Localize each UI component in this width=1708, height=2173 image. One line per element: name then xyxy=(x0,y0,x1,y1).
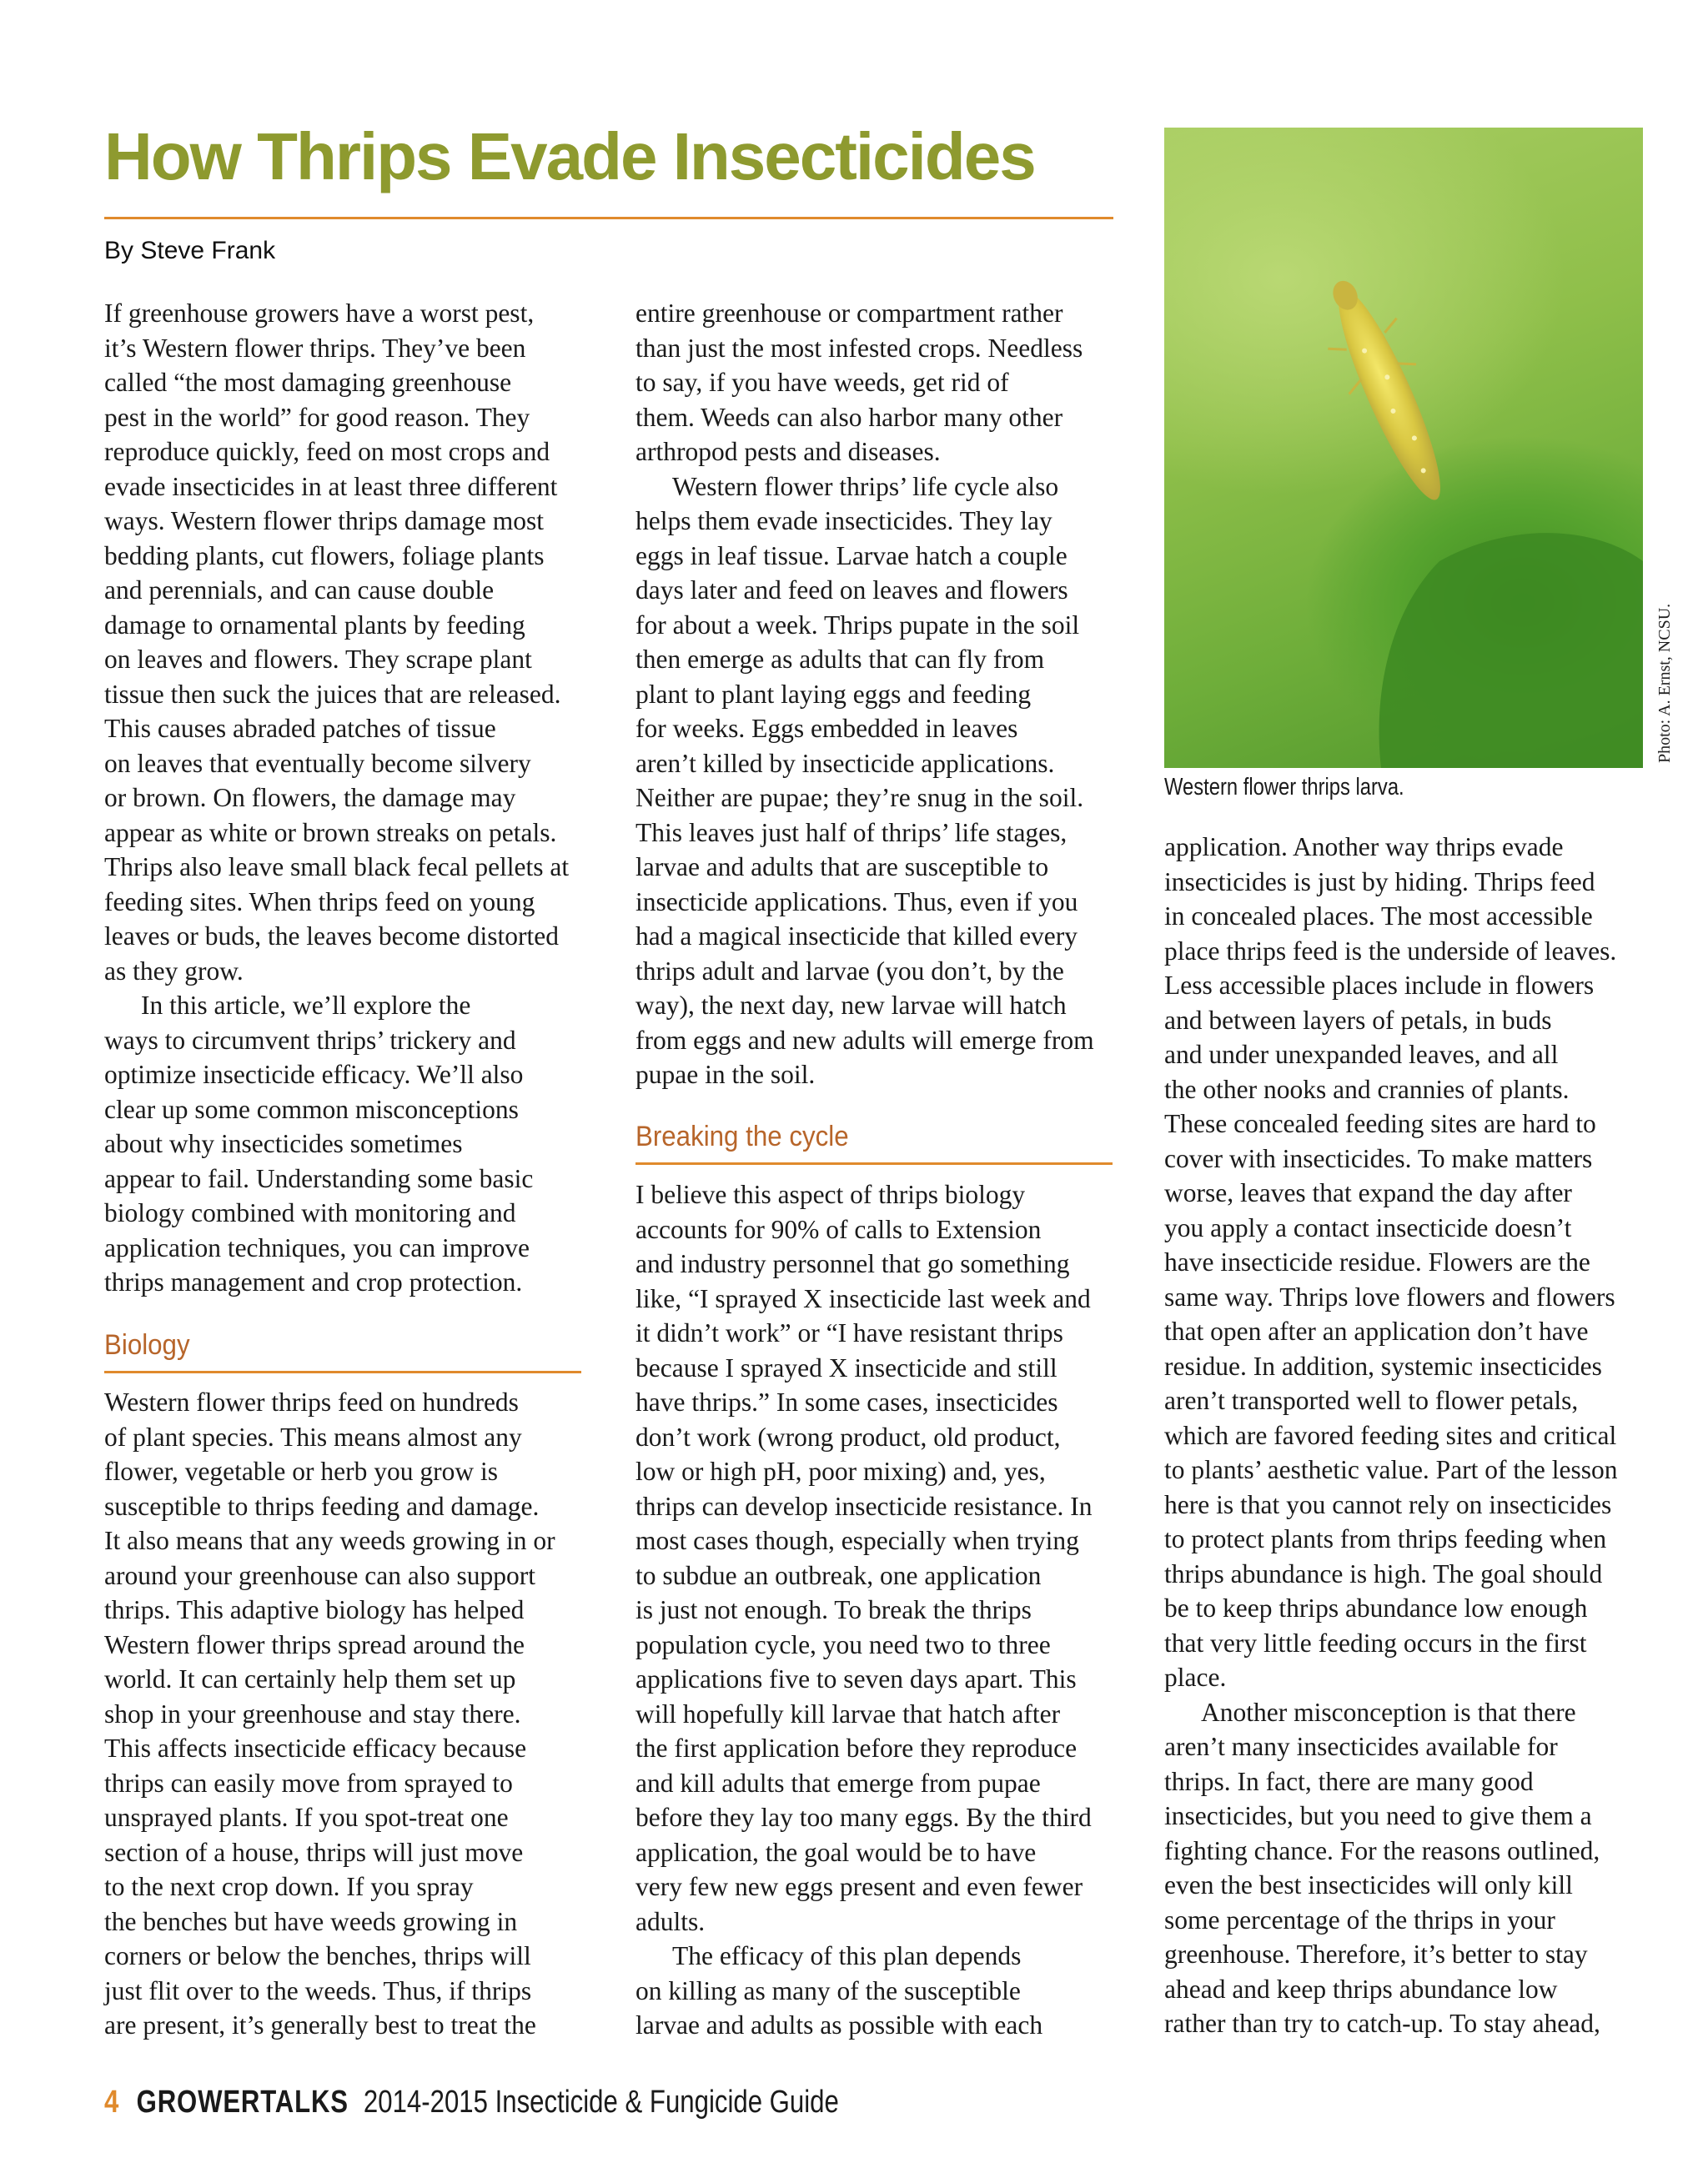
thrips-larva-illustration xyxy=(1164,128,1643,768)
paragraph: I believe this aspect of thrips biology accounts for 90% of calls to Extension and industry personnel that go something like, “I sprayed X insecticide last week and it didn’t work” or “I have resistant thrips because I sprayed X insecticide and still have thrips.” In some cases, insecticides don’t work (wrong product, old product, low or high pH, poor mixing) and, yes, thrips can develop insecticide resistance. In most cases though, especially when trying to subdue an outbreak, one application is just not enough. To break the thrips population cycle, you need two to three applications five to seven days apart. This will hopefully kill larvae that hatch after the first application before they reproduce and kill adults that emerge from pupae before they lay too many eggs. By the third application, the goal would be to have very few new eggs present and even fewer adults. xyxy=(635,1180,1093,1936)
paragraph: Western flower thrips feed on hundreds of plant species. This means almost any flower, vegetable or herb you grow is susceptible to thrips feeding and damage. It also means that any weeds growing in or around your greenhouse can also support thrips. This adaptive biology has helped Western flower thrips spread around the world. It can certainly help them set up shop in your greenhouse and stay there. This affects insecticide efficacy because thrips can easily move from sprayed to unsprayed plants. If you spot-treat one section of a house, thrips will just move to the next crop down. If you spray the benches but have weeds growing in corners or below the benches, thrips will just flit over to the weeds. Thus, if thrips are present, it’s generally best to treat the xyxy=(104,1388,555,2040)
column-3 xyxy=(1164,830,1652,2041)
paragraph: application. Another way thrips evade insecticides is just by hiding. Thrips feed in concealed places. The most accessible place thrips feed is the underside of leaves. Less accessible places include in flowers and between layers of petals, in buds and under unexpanded leaves, and all the other nooks and crannies of plants. These concealed feeding sites are hard to cover with insecticides. To make matters worse, leaves that expand the day after you apply a contact insecticide doesn’t have insecticide residue. Flowers are the same way. Thrips love flowers and flowers that open after an application don’t have residue. In addition, systemic insecticides aren’t transported well to flower petals, which are favored feeding sites and critical to plants’ aesthetic value. Part of the lesson here is that you cannot rely on insecticides to protect plants from thrips feeding when thrips abundance is high. The goal should be to keep thrips abundance low enough that very little feeding occurs in the first place. xyxy=(1164,832,1618,1692)
column-2-continued xyxy=(635,1177,1119,2043)
section-heading-breaking-the-cycle: Breaking the cycle xyxy=(635,1121,849,1152)
page-number: 4 xyxy=(104,2085,119,2120)
section-divider xyxy=(104,1371,581,1373)
paragraph: In this article, we’ll explore the ways to circumvent thrips’ trickery and optimize insecticide efficacy. We’ll also clear up some common misconceptions about why insecticides sometimes appear to fail. Understanding some basic biology combined with monitoring and application techniques, you can improve thrips management and crop protection. xyxy=(104,991,534,1297)
magazine-brand: GROWERTALKS xyxy=(136,2085,349,2120)
paragraph: entire greenhouse or compartment rather than just the most infested crops. Needless to say, if you have weeds, get rid of them. Weeds can also harbor many other arthropod pests and diseases. xyxy=(635,299,1083,466)
paragraph: Another misconception is that there aren’t many insecticides available for thrips. In fact, there are many good insecticides, but you need to give them a fighting chance. For the reasons outlined, even the best insecticides will only kill some percentage of the thrips in your greenhouse. Therefore, it’s better to stay ahead and keep thrips abundance low rather than try to catch-up. To stay ahead, xyxy=(1164,1697,1600,2038)
section-divider xyxy=(635,1162,1113,1165)
title-divider xyxy=(104,217,1113,219)
column-1 xyxy=(104,296,588,1300)
thrips-larva-photo xyxy=(1164,128,1643,768)
paragraph: The efficacy of this plan depends on killing as many of the susceptible larvae and adults as possible with each xyxy=(635,1941,1043,2040)
photo-credit: Photo: A. Ernst, NCSU. xyxy=(1655,603,1674,763)
paragraph: Western flower thrips’ life cycle also helps them evade insecticides. They lay eggs in leaf tissue. Larvae hatch a couple days later and feed on leaves and flowers for about a week. Thrips pupate in the soil then emerge as adults that can fly from plant to plant laying eggs and feeding for weeks. Eggs embedded in leaves aren’t killed by insecticide applications. Neither are pupae; they’re snug in the soil. This leaves just half of thrips’ life stages, larvae and adults that are susceptible to insecticide applications. Thus, even if you had a magical insecticide that killed every thrips adult and larvae (you don’t, by the way), the next day, new larvae will hatch from eggs and new adults will emerge from pupae in the soil. xyxy=(635,471,1094,1089)
byline: By Steve Frank xyxy=(104,237,276,264)
page-footer xyxy=(104,2085,839,2120)
column-1-continued xyxy=(104,1385,588,2043)
photo-caption: Western flower thrips larva. xyxy=(1164,774,1404,800)
paragraph: If greenhouse growers have a worst pest, it’s Western flower thrips. They’ve been called “the most damaging greenhouse pest in the world” for good reason. They reproduce quickly, feed on most crops and evade insecticides in at least three different ways. Western flower thrips damage most bedding plants, cut flowers, foliage plants and perennials, and can cause double damage to ornamental plants by feeding on leaves and flowers. They scrape plant tissue then suck the juices that are released. This causes abraded patches of tissue on leaves that eventually become silvery or brown. On flowers, the damage may appear as white or brown streaks on petals. Thrips also leave small black fecal pellets at feeding sites. When thrips feed on young leaves or buds, the leaves become distorted as they grow. xyxy=(104,299,570,986)
column-2 xyxy=(635,296,1119,1092)
publication-title: 2014-2015 Insecticide & Fungicide Guide xyxy=(363,2085,839,2120)
section-heading-biology: Biology xyxy=(104,1329,190,1361)
article-title: How Thrips Evade Insecticides xyxy=(104,119,1035,193)
